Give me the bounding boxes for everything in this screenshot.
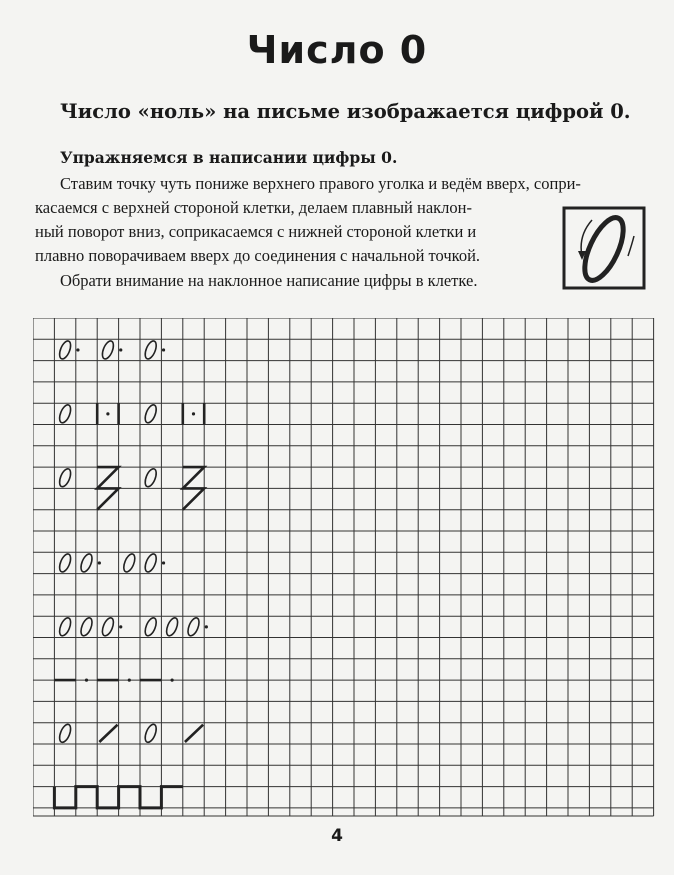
- digit-zero: [122, 552, 137, 573]
- digit-zero: [143, 616, 158, 637]
- digit-zero: [100, 339, 115, 360]
- page-number: 4: [331, 826, 343, 846]
- exercise-heading: Упражняемся в написании цифры 0.: [60, 148, 398, 167]
- digit-zero: [57, 616, 72, 637]
- instruction-line: ный поворот вниз, соприкасаемся с нижней стороной клетки и: [35, 222, 477, 241]
- practice-grid: [33, 318, 655, 818]
- digit-zero: [143, 723, 158, 744]
- stroke-element: [185, 725, 203, 742]
- page-title: Число 0: [246, 28, 428, 72]
- dot: [106, 412, 109, 415]
- dot: [171, 679, 174, 682]
- digit-zero: [100, 616, 115, 637]
- instruction-line: Обрати внимание на наклонное написание цифры в клетке.: [60, 271, 478, 290]
- dot: [119, 625, 122, 628]
- digit-zero: [164, 616, 179, 637]
- digit-zero: [57, 403, 72, 424]
- instruction-line: плавно поворачиваем вверх до соединения с начальной точкой.: [35, 246, 481, 265]
- instruction-line: касаемся с верхней стороной клетки, делаем плавный наклон-: [35, 198, 472, 217]
- stroke-element: [99, 725, 117, 742]
- digit-zero-sample-icon: [562, 206, 646, 290]
- dot: [76, 348, 79, 351]
- dot: [98, 561, 101, 564]
- dot: [205, 625, 208, 628]
- digit-zero: [79, 552, 94, 573]
- subtitle: Число «ноль» на письме изображается цифрой 0.: [60, 100, 631, 123]
- dot: [85, 679, 88, 682]
- stroke-element: [54, 787, 182, 808]
- stroke-element: [183, 467, 204, 510]
- digit-zero: [143, 552, 158, 573]
- dot: [128, 679, 131, 682]
- digit-zero: [57, 339, 72, 360]
- instruction-line: Ставим точку чуть пониже верхнего правого уголка и ведём вверх, сопри-: [60, 174, 581, 193]
- digit-zero: [57, 723, 72, 744]
- dot: [162, 348, 165, 351]
- dot: [192, 412, 195, 415]
- digit-zero: [143, 339, 158, 360]
- digit-zero: [57, 467, 72, 488]
- digit-zero: [143, 403, 158, 424]
- digit-zero: [57, 552, 72, 573]
- stroke-element: [97, 467, 118, 510]
- digit-zero: [79, 616, 94, 637]
- dot: [119, 348, 122, 351]
- digit-zero: [186, 616, 201, 637]
- dot: [162, 561, 165, 564]
- digit-zero: [143, 467, 158, 488]
